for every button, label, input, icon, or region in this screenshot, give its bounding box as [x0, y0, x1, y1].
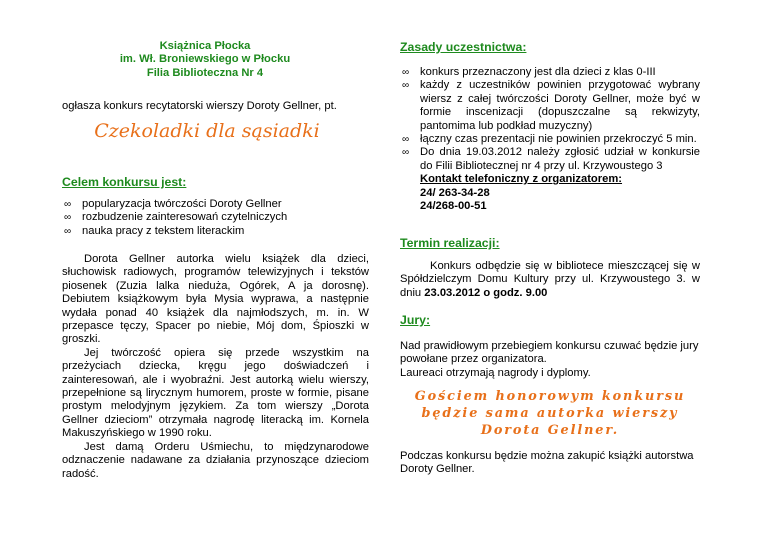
phone-number-1: 24/ 263-34-28 [420, 186, 490, 199]
goals-heading: Celem konkursu jest: [62, 175, 187, 189]
bio-paragraph: Jest damą Orderu Uśmiechu, to międzynarodowe odznaczenie nadawane za działania przynoszące dzieciom radość. [62, 440, 369, 480]
list-item: ∞ rozbudzenie zainteresowań czytelniczych [62, 211, 362, 224]
contest-title: Czekoladki dla sąsiadki [94, 120, 320, 142]
jury-heading: Jury: [400, 313, 431, 327]
list-item: ∞ każdy z uczestników powinien przygotować wybrany wiersz z całej twórczości Doroty Gellner, może być w formie inscenizacji (dopuszczalne są rekwizyty, pantomima lub podkład muzyczny) [400, 79, 700, 133]
guest-line-2: będzie sama autorka wierszy [421, 406, 679, 421]
deadline-text: Do dnia 19.03.2012 należy zgłosić udział w konkursie do Filii Bibliotecznej nr 4 przy ul. Krzywoustego 3 [420, 146, 700, 172]
organizer-line-1: Książnica Płocka [159, 40, 251, 52]
rules-list [400, 66, 700, 213]
contact-label: Kontakt telefoniczny z organizatorem: [420, 173, 623, 186]
rules-heading: Zasady uczestnictwa: [400, 40, 527, 54]
list-item: ∞ łączny czas prezentacji nie powinien przekroczyć 5 min. [400, 133, 700, 146]
purchase-info: Podczas konkursu będzie można zakupić książki autorstwa Doroty Gellner. [400, 450, 694, 476]
realization-date: 23.03.2012 o godz. 9.00 [424, 286, 548, 299]
announcement-text: ogłasza konkurs recytatorski wierszy Doroty Gellner, pt. [62, 100, 337, 112]
phone-number-2: 24/268-00-51 [420, 200, 487, 213]
guest-line-1: Gościem honorowym konkursu [414, 389, 686, 404]
list-item: ∞ nauka pracy z tekstem literackim [62, 225, 362, 238]
jury-prizes: Laureaci otrzymają nagrody i dyplomy. [400, 366, 591, 379]
organizer-header [95, 40, 315, 80]
guest-line-3: Dorota Gellner. [480, 423, 620, 438]
realization-info [400, 260, 700, 300]
author-bio [62, 253, 369, 481]
guest-of-honor [400, 388, 700, 439]
jury-info [400, 340, 700, 380]
organizer-line-3: Filia Biblioteczna Nr 4 [146, 66, 264, 79]
realization-heading: Termin realizacji: [400, 236, 500, 250]
list-item [400, 146, 700, 213]
goals-list [62, 198, 362, 238]
bio-paragraph: Jej twórczość opiera się przede wszystkim na przeżyciach dziecka, kręgu jego doświadczeń i zainteresowań, ale i wyobraźni. Jest autorką wielu wierszy, przepełnione są lirycznym humorem, proste w formie, pisane prostym melodyjnym językiem. Za tom wierszy „Dorota Gellner dzieciom” otrzymała nagrodę literacką im. Kornela Makuszyńskiego w 1990 roku. [62, 346, 369, 440]
organizer-line-2: im. Wł. Broniewskiego w Płocku [119, 53, 291, 66]
list-item: ∞ konkurs przeznaczony jest dla dzieci z klas 0-III [400, 66, 700, 79]
jury-text: Nad prawidłowym przebiegiem konkursu czuwać będzie jury powołane przez organizatora. [400, 340, 699, 366]
realization-text: Konkurs odbędzie się w bibliotece mieszczącej się w Spółdzielczym Domu Kultury przy ul. Krzywoustego 3. w dniu [400, 260, 700, 299]
bio-paragraph: Dorota Gellner autorka wielu książek dla dzieci, słuchowisk radiowych, programów telewizyjnych i tekstów piosenek (Zuzia lalka nieduża, Ogórek, A ja dorosnę). Debiutem książkowym była Mysia wyprawa, a następnie wydała ponad 40 książek dla najmłodszych, m. in. W przepasce tęczy, Spacer po niebie, Mój dom, Śpioszki w groszki. [62, 253, 369, 346]
list-item: ∞ popularyzacja twórczości Doroty Gellner [62, 198, 362, 211]
